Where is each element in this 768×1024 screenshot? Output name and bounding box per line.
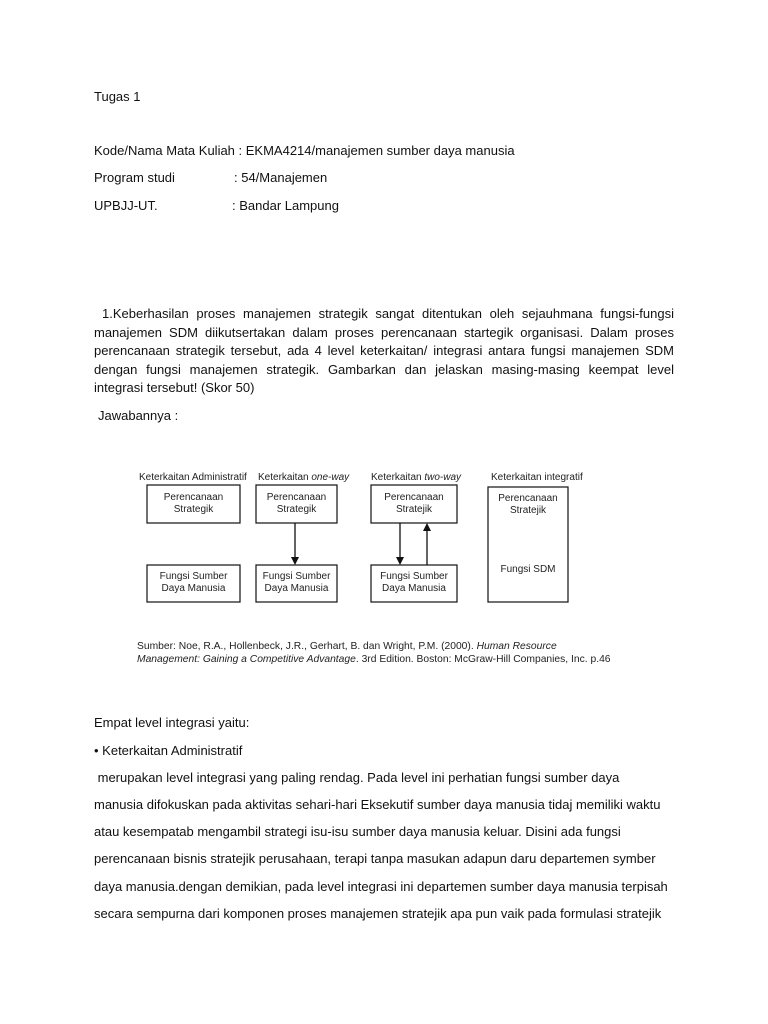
col3-top-line1: Perencanaan: [384, 492, 444, 503]
col1-bottom-line2: Daya Manusia: [161, 583, 226, 594]
col3-top-line2: Stratejik: [395, 504, 433, 515]
intro-line: Empat level integrasi yaitu:: [94, 715, 250, 730]
integration-diagram: [135, 465, 655, 670]
col2-top-line1: Perencanaan: [266, 492, 327, 503]
col1-title: Keterkaitan Administratif: [139, 472, 247, 483]
column-administratif: [139, 472, 247, 602]
col1-top-line2: Strategik: [173, 504, 214, 515]
program-label: Program studi: [94, 170, 175, 185]
body-line-6: secara sempurna dari komponen proses manajemen stratejik apa pun vaik pada formulasi stratejik: [94, 906, 662, 921]
source-line-1: Sumber: Noe, R.A., Hollenbeck, J.R., Gerhart, B. dan Wright, P.M. (2000). Human Resource: [137, 641, 557, 652]
question-text: 1.Keberhasilan proses manajemen strategik sangat ditentukan oleh sejauhmana fungsi-fungsi manajemen SDM diikutsertakan dalam proses perencanaan startegik organisasi. Dalam proses perencanaan strategik tersebut, ada 4 level keterkaitan/ integrasi antara fungsi manajemen SDM dengan fungsi manajemen strategik. Gambarkan dan jelaskan masing-masing keempat level integrasi tersebut! (Skor 50): [94, 306, 674, 396]
col2-bottom-line2: Daya Manusia: [264, 583, 329, 594]
course-line: Kode/Nama Mata Kuliah : EKMA4214/manajemen sumber daya manusia: [94, 143, 515, 158]
bullet-heading: • Keterkaitan Administratif: [94, 743, 243, 758]
body-line-3: atau kesempatab mengambil strategi isu-isu sumber daya manusia keluar. Disini ada fungsi: [94, 824, 621, 839]
col2-title: Keterkaitan one-way: [258, 472, 350, 483]
question-paragraph: [94, 305, 674, 398]
column-two-way: [371, 472, 462, 602]
col2-bottom-line1: Fungsi Sumber: [262, 571, 331, 582]
body-line-2: manusia difokuskan pada aktivitas sehari-hari Eksekutif sumber daya manusia tidaj memiliki waktu: [94, 797, 661, 812]
body-line-5: daya manusia.dengan demikian, pada level integrasi ini departemen sumber daya manusia terpisah: [94, 879, 668, 894]
program-value: : 54/Manajemen: [234, 170, 328, 185]
col4-bottom-line1: Fungsi SDM: [500, 564, 556, 575]
col4-title: Keterkaitan integratif: [491, 472, 583, 483]
col4-top-line2: Stratejik: [509, 505, 547, 516]
col2-top-line2: Strategik: [276, 504, 317, 515]
body-line-1: merupakan level integrasi yang paling rendag. Pada level ini perhatian fungsi sumber daya: [94, 770, 620, 785]
answer-label: Jawabannya :: [98, 408, 179, 423]
source-line-2: Management: Gaining a Competitive Advantage. 3rd Edition. Boston: McGraw-Hill Companies, Inc. p.46: [137, 654, 611, 665]
column-one-way: [256, 472, 350, 602]
col1-bottom-line1: Fungsi Sumber: [159, 571, 228, 582]
col1-top-line1: Perencanaan: [163, 492, 224, 503]
upbjj-label: UPBJJ-UT.: [94, 198, 158, 213]
col4-top-line1: Perencanaan: [498, 493, 558, 504]
col3-title: Keterkaitan two-way: [371, 472, 462, 483]
col3-bottom-line2: Daya Manusia: [382, 583, 446, 594]
upbjj-value: : Bandar Lampung: [232, 198, 339, 213]
body-line-4: perencanaan bisnis stratejik perusahaan, terapi tanpa masukan adapun daru departemen symber: [94, 851, 656, 866]
column-integratif: [488, 472, 583, 602]
col3-bottom-line1: Fungsi Sumber: [380, 571, 448, 582]
document-title: Tugas 1: [94, 89, 141, 104]
